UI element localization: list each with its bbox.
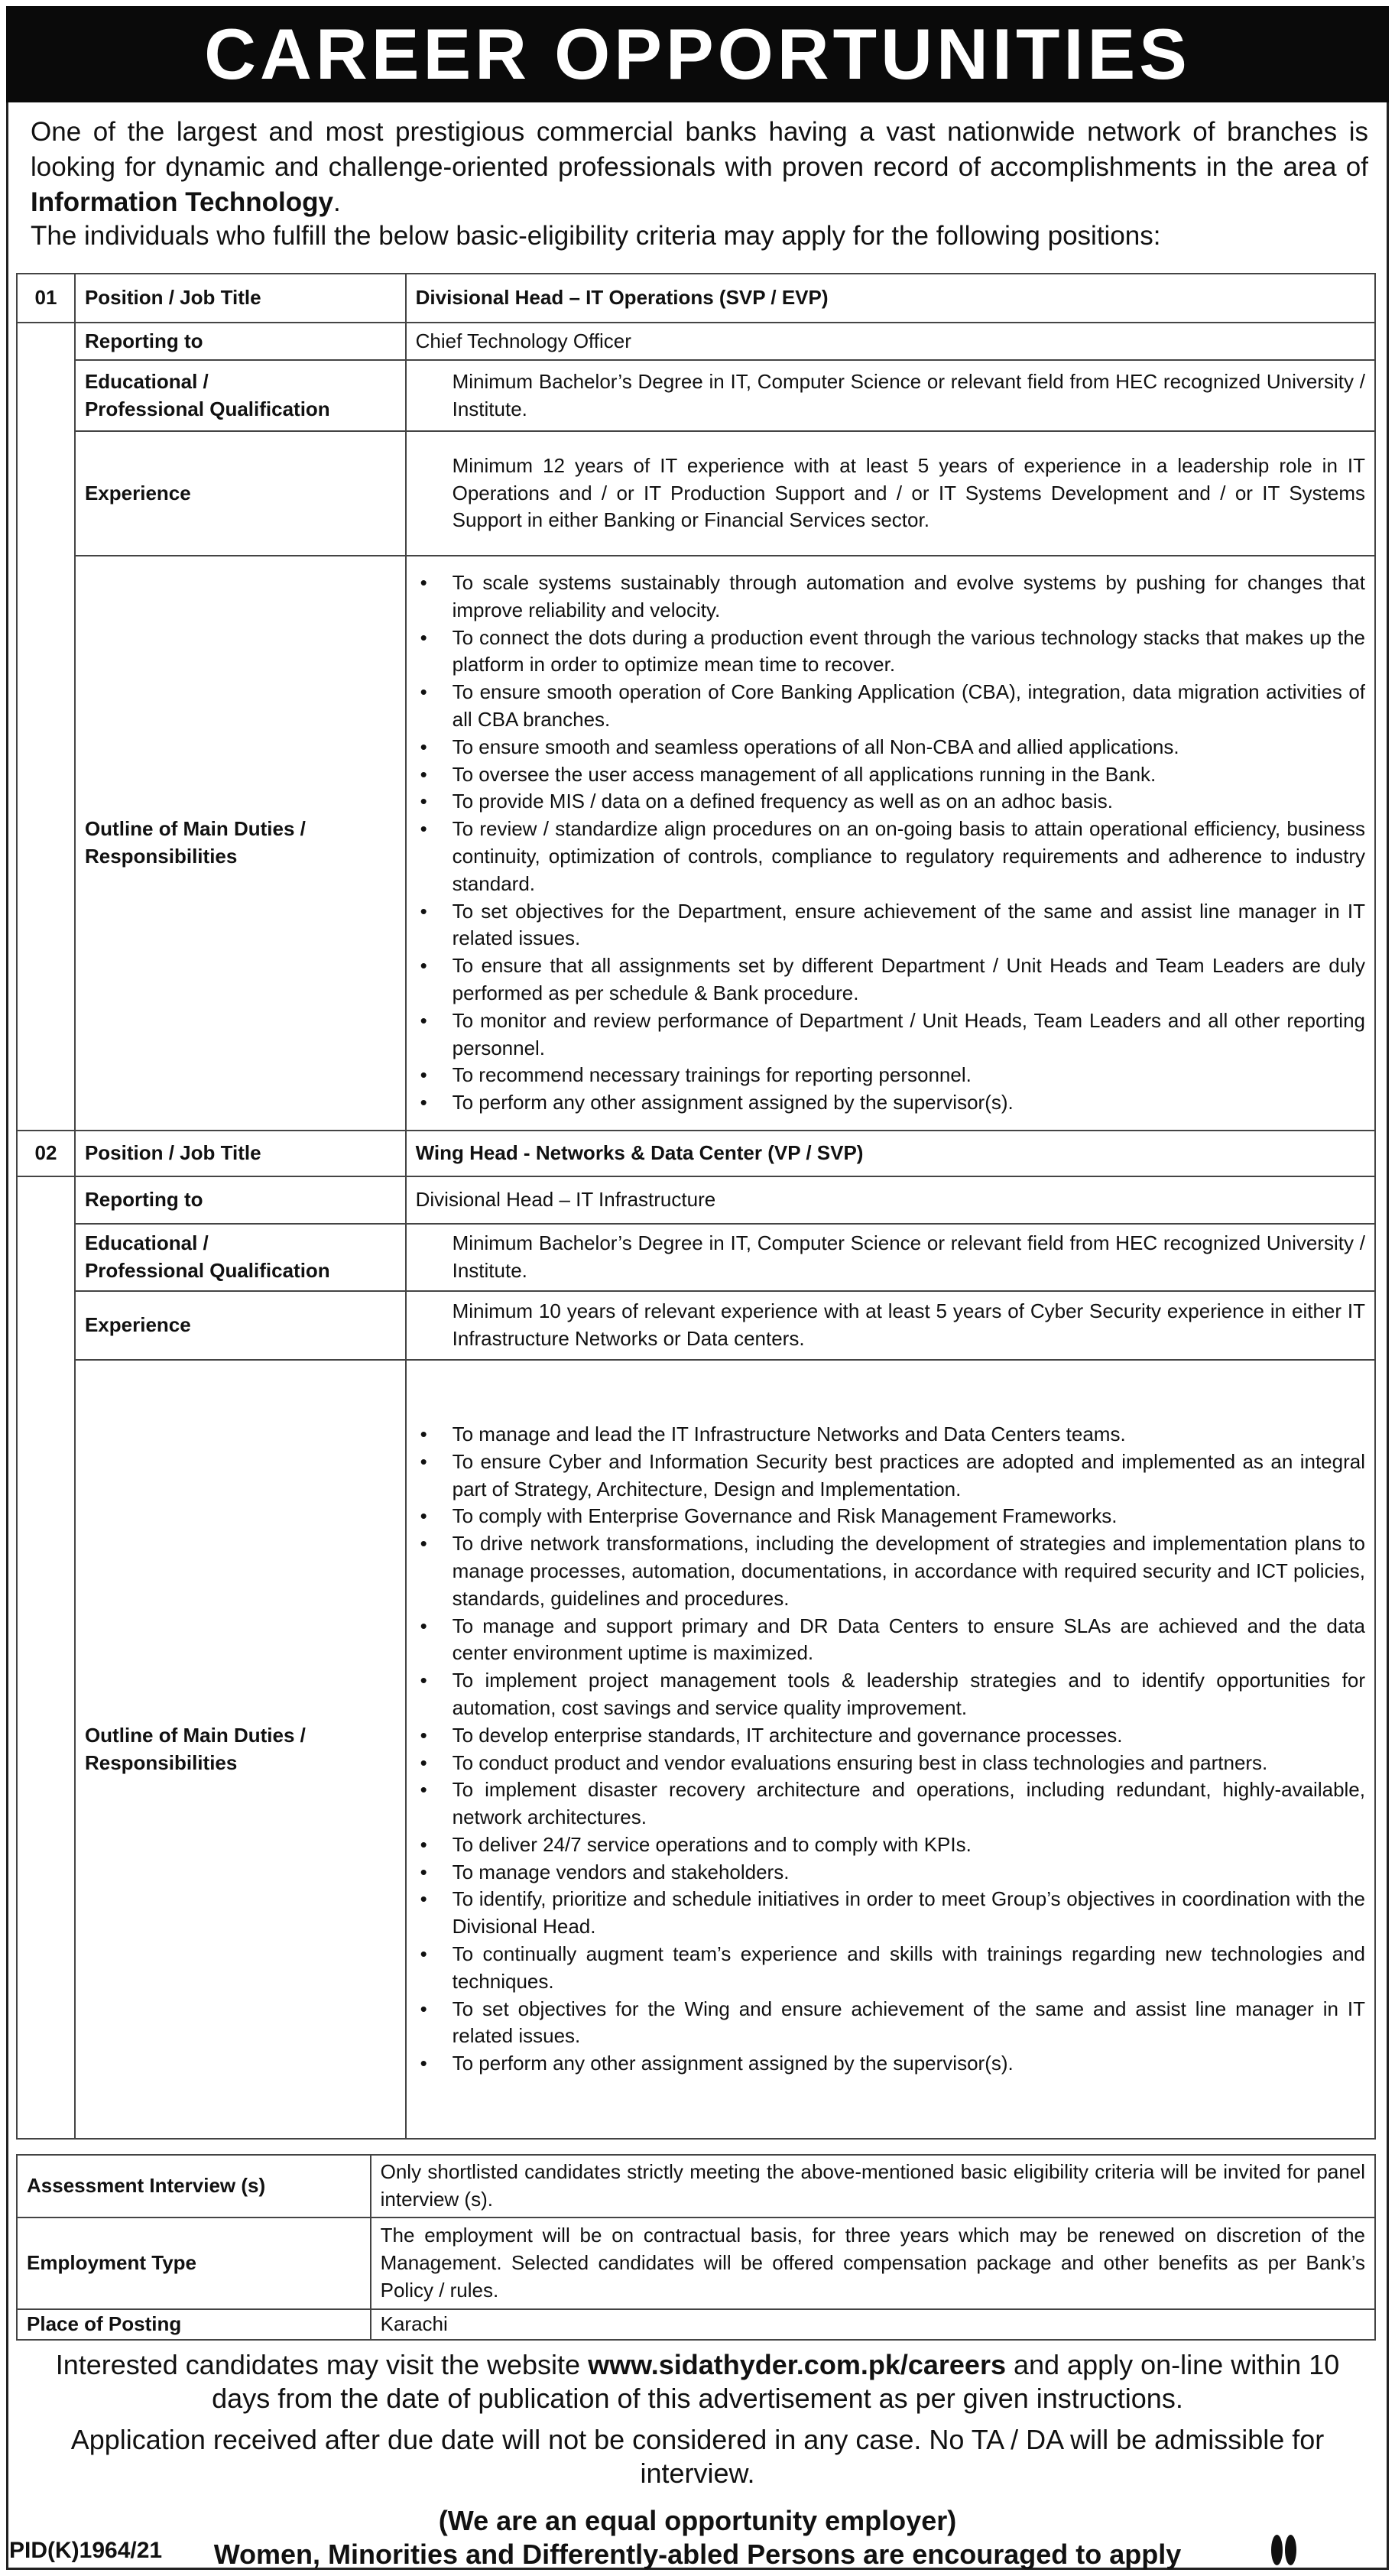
duty-item: • To set objectives for the Wing and ensure achievement of the same and assist line manager in IT related issues.	[407, 1996, 1365, 2051]
website-link[interactable]: www.sidathyder.com.pk/careers	[588, 2349, 1006, 2380]
terms-row	[17, 2218, 1375, 2309]
terms-row	[17, 2309, 1375, 2340]
duty-item: • To ensure smooth and seamless operations of all Non-CBA and allied applications.	[407, 734, 1365, 761]
positions-table	[16, 273, 1376, 2140]
reporting-row	[17, 1176, 1375, 1224]
duty-item: • To identify, prioritize and schedule initiatives in order to meet Group’s objectives in coordination with the Divisional Head.	[407, 1886, 1365, 1941]
intro-text: One of the largest and most prestigious commercial banks having a vast nationwide network of branches is looking for dynamic and challenge-oriented professionals with proven record of accomplishments in the area of	[31, 117, 1368, 182]
intro-end: .	[333, 187, 341, 217]
duties-label-2: Responsibilities	[84, 1750, 238, 1774]
duty-item: • To ensure that all assignments set by different Department / Unit Heads and Team Leaders are duly performed as per schedule & Bank procedure.	[407, 952, 1365, 1007]
blank-cell	[17, 323, 75, 1131]
experience-row	[17, 1291, 1375, 1360]
duties-list-cell	[406, 1360, 1375, 2139]
duty-item: • To set objectives for the Department, ensure achievement of the same and assist line manager in IT related issues.	[407, 898, 1365, 953]
terms-label: Employment Type	[17, 2218, 371, 2309]
position-number: 01	[17, 274, 75, 323]
duties-label	[75, 1360, 406, 2139]
terms-value: Karachi	[371, 2309, 1375, 2340]
duties-label-2: Responsibilities	[84, 845, 238, 868]
apply-instructions	[23, 2348, 1372, 2415]
experience-value: Minimum 12 years of IT experience with at least 5 years of experience in a leadership role in IT Operations and / or IT Production Support and / or IT Systems Development and / or IT Systems Support in either Banking or Financial Services sector.	[406, 431, 1375, 556]
duty-item: • To ensure smooth operation of Core Banking Application (CBA), integration, data migration activities of all CBA branches.	[407, 679, 1365, 734]
duty-item: • To implement project management tools & leadership strategies and to identify opportunities for automation, cost savings and service quality improvement.	[407, 1667, 1365, 1722]
education-label	[75, 360, 406, 431]
terms-label: Assessment Interview (s)	[17, 2155, 371, 2218]
duties-label-1: Outline of Main Duties /	[84, 1723, 306, 1747]
duties-list	[407, 569, 1365, 1117]
footprints-icon	[1269, 2532, 1299, 2568]
education-row	[17, 360, 1375, 431]
late-notice: Application received after due date will not be considered in any case. No TA / DA will be admissible for interview.	[70, 2424, 1325, 2489]
position-label: Position / Job Title	[75, 1131, 406, 1176]
duty-item: • To implement disaster recovery architecture and operations, including redundant, highly-available, network architectures.	[407, 1776, 1365, 1831]
duty-item: • To ensure Cyber and Information Security best practices are adopted and implemented as an integral part of Strategy, Architecture, Design and Implementation.	[407, 1449, 1365, 1504]
experience-row	[17, 431, 1375, 556]
education-row	[17, 1224, 1375, 1291]
terms-row	[17, 2155, 1375, 2218]
duty-item: • To connect the dots during a production event through the various technology stacks that makes up the platform in order to optimize mean time to recover.	[407, 625, 1365, 680]
pid-number: PID(K)1964/21	[9, 2538, 163, 2563]
duty-item: • To deliver 24/7 service operations and to comply with KPIs.	[407, 1831, 1365, 1859]
duty-item: • To review / standardize align procedures on an on-going basis to attain operational efficiency, business continuity, optimization of controls, compliance to regulatory requirements and adherence to industry standard.	[407, 816, 1365, 897]
terms-value: The employment will be on contractual basis, for three years which may be renewed on discretion of the Management. Selected candidates will be offered compensation package and other benefits as per Bank’s Policy / rules.	[371, 2218, 1375, 2309]
terms-value: Only shortlisted candidates strictly meeting the above-mentioned basic eligibility criteria will be invited for panel interview (s).	[371, 2155, 1375, 2218]
duty-item: • To continually augment team’s experience and skills with trainings regarding new technologies and techniques.	[407, 1941, 1365, 1996]
education-label	[75, 1224, 406, 1291]
education-label-2: Professional Qualification	[84, 397, 330, 420]
duty-item: • To drive network transformations, including the development of strategies and implementation plans to manage processes, automation, documentations, in accordance with required security and ICT policies, standards, guidelines and procedures.	[407, 1530, 1365, 1612]
duties-row	[17, 1360, 1375, 2139]
duty-item: • To manage vendors and stakeholders.	[407, 1859, 1365, 1887]
duties-label	[75, 556, 406, 1131]
position-title: Wing Head - Networks & Data Center (VP / SVP)	[406, 1131, 1375, 1176]
education-label-1: Educational /	[84, 1231, 209, 1255]
duty-item: • To oversee the user access management of all applications running in the Bank.	[407, 761, 1365, 789]
duty-item: • To monitor and review performance of Department / Unit Heads, Team Leaders and all other reporting personnel.	[407, 1007, 1365, 1063]
reporting-label: Reporting to	[75, 323, 406, 360]
reporting-label: Reporting to	[75, 1176, 406, 1224]
blank-cell	[17, 1176, 75, 2139]
position-number: 02	[17, 1131, 75, 1176]
apply-text-2: and apply on-line within 10 days from the date of publication of this advertisement as per given instructions.	[212, 2349, 1340, 2414]
intro-bold: Information Technology	[31, 187, 334, 217]
education-value: Minimum Bachelor’s Degree in IT, Computer Science or relevant field from HEC recognized University / Institute.	[406, 360, 1375, 431]
terms-label: Place of Posting	[17, 2309, 371, 2340]
duty-item: • To comply with Enterprise Governance and Risk Management Frameworks.	[407, 1503, 1365, 1530]
position-header-row	[17, 274, 1375, 323]
reporting-value: Divisional Head – IT Infrastructure	[406, 1176, 1375, 1224]
duties-row	[17, 556, 1375, 1131]
apply-text: Interested candidates may visit the website	[55, 2349, 589, 2380]
duties-label-1: Outline of Main Duties /	[84, 817, 306, 841]
duty-item: • To recommend necessary trainings for reporting personnel.	[407, 1062, 1365, 1089]
terms-table	[16, 2154, 1376, 2341]
position-header-row	[17, 1131, 1375, 1176]
duty-item: • To develop enterprise standards, IT architecture and governance processes.	[407, 1722, 1365, 1750]
intro-criteria: The individuals who fulfill the below basic-eligibility criteria may apply for the following positions:	[31, 221, 1161, 251]
duty-item: • To manage and support primary and DR Data Centers to ensure SLAs are achieved and the data center environment uptime is maximized.	[407, 1613, 1365, 1668]
intro-paragraph	[31, 115, 1368, 220]
duty-item: • To scale systems sustainably through automation and evolve systems by pushing for changes that improve reliability and velocity.	[407, 569, 1365, 625]
experience-value: Minimum 10 years of relevant experience with at least 5 years of Cyber Security experience in either IT Infrastructure Networks or Data centers.	[406, 1291, 1375, 1360]
reporting-value: Chief Technology Officer	[406, 323, 1375, 360]
duties-list	[407, 1421, 1365, 2078]
reporting-row	[17, 323, 1375, 360]
equal-opportunity: (We are an equal opportunity employer)	[438, 2505, 957, 2536]
page-title: CAREER OPPORTUNITIES	[6, 6, 1389, 102]
duty-item: • To perform any other assignment assigned by the supervisor(s).	[407, 2050, 1365, 2078]
education-value: Minimum Bachelor’s Degree in IT, Computer Science or relevant field from HEC recognized University / Institute.	[406, 1224, 1375, 1291]
encourage-note: Women, Minorities and Differently-abled Persons are encouraged to apply	[213, 2539, 1182, 2570]
duty-item: • To conduct product and vendor evaluations ensuring best in class technologies and partners.	[407, 1750, 1365, 1777]
duties-list-cell	[406, 556, 1375, 1131]
duty-item: • To manage and lead the IT Infrastructure Networks and Data Centers teams.	[407, 1421, 1365, 1449]
position-label: Position / Job Title	[75, 274, 406, 323]
education-label-1: Educational /	[84, 369, 209, 393]
experience-label: Experience	[75, 1291, 406, 1360]
duty-item: • To perform any other assignment assigned by the supervisor(s).	[407, 1089, 1365, 1117]
experience-label: Experience	[75, 431, 406, 556]
education-label-2: Professional Qualification	[84, 1259, 330, 1282]
duty-item: • To provide MIS / data on a defined frequency as well as on an adhoc basis.	[407, 788, 1365, 816]
position-title: Divisional Head – IT Operations (SVP / EVP)	[406, 274, 1375, 323]
pfep-logo	[1269, 2530, 1387, 2570]
